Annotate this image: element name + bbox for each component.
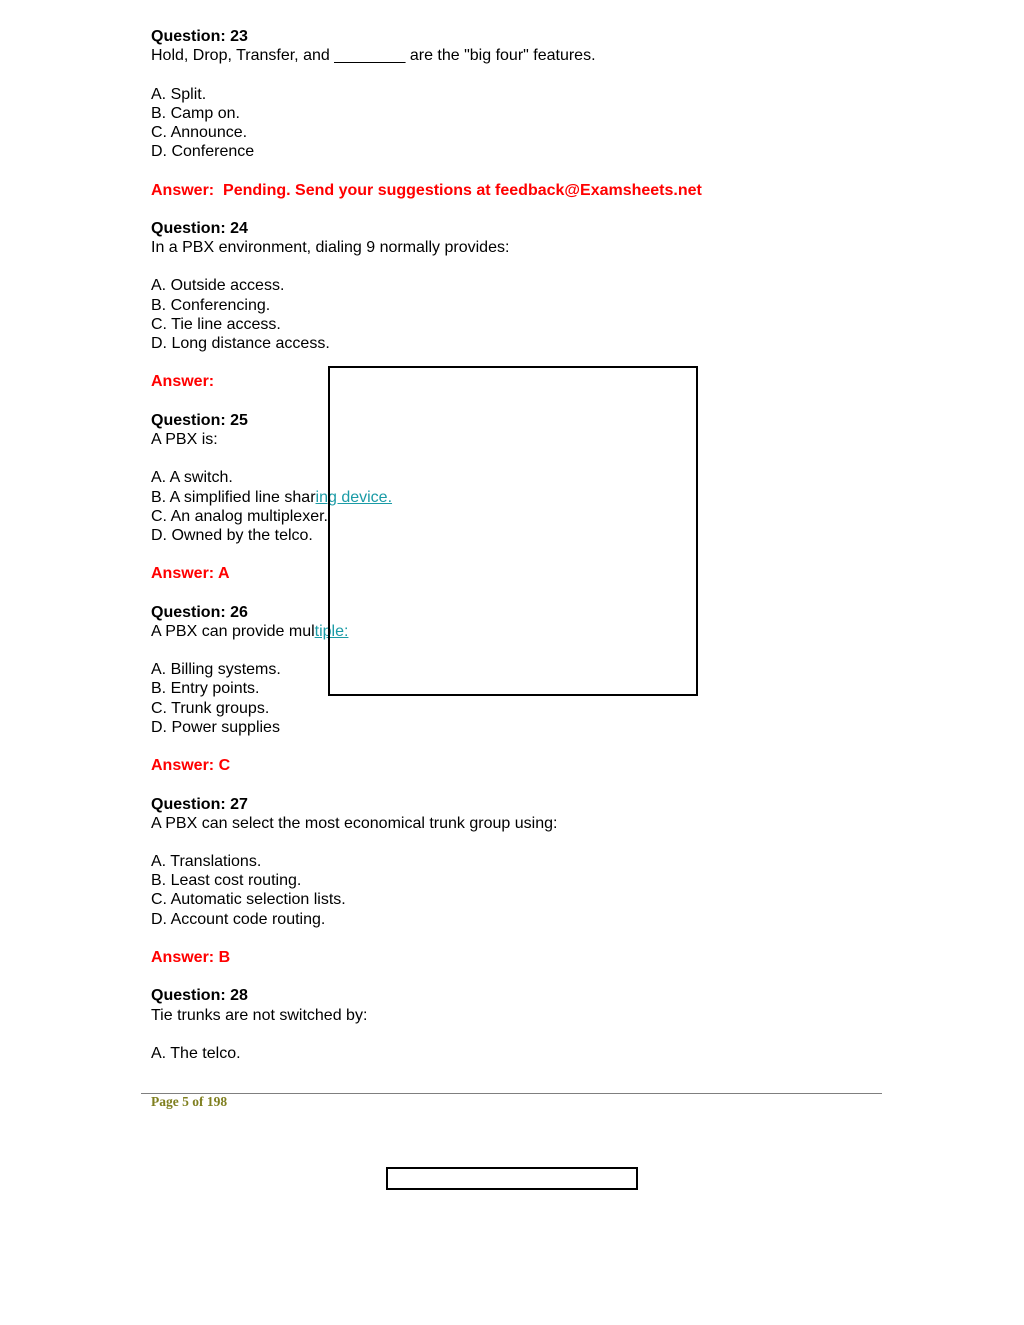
page-number: Page 5 of 198 [151,1094,228,1109]
option: D. Long distance access. [151,335,330,352]
option-text: B. A simplified line shar [151,488,316,506]
hyperlink[interactable]: ing device. [315,488,393,506]
bottom-frame [386,1167,638,1190]
option: D. Owned by the telco. [151,526,313,544]
question-title: Question: 23 [151,28,248,45]
question-text: A PBX is: [151,430,218,448]
option: C. An analog multiplexer. [151,507,328,525]
option: B. Camp on. [151,104,240,122]
option: D. Account code routing. [151,910,326,928]
option: B. Entry points. [151,680,260,698]
option: C. Automatic selection lists. [151,891,346,909]
option: A. Translations. [151,853,262,871]
hyperlink[interactable]: tiple: [314,622,349,640]
option: C. Tie line access. [151,315,281,333]
option: A. Split. [151,85,207,103]
question-text-part: A PBX can provide mul [151,622,315,640]
option: D. Conference [151,143,255,161]
question-title: Question: 25 [151,411,248,429]
overlay-frame [328,366,698,696]
question-title: Question: 26 [151,603,248,621]
question-title: Question: 28 [151,987,248,1005]
question-title: Question: 27 [151,795,248,813]
answer: Answer: Pending. Send your suggestions at feedback@Examsheets.net [151,181,702,199]
option: C. Trunk groups. [151,699,270,717]
question-text: A PBX can select the most economical trunk group using: [151,814,558,832]
answer: Answer: C [151,757,231,775]
question-text: In a PBX environment, dialing 9 normally provides: [151,239,510,257]
option: A. Billing systems. [151,661,281,679]
answer: Answer: A [151,565,230,583]
option: C. Announce. [151,123,248,141]
answer: Answer: [151,373,215,391]
question-title: Question: 24 [151,219,248,237]
option: B. Least cost routing. [151,872,302,890]
option: A. Outside access. [151,277,285,295]
option: A. The telco. [151,1044,241,1062]
option: D. Power supplies [151,718,280,736]
option: B. Conferencing. [151,296,271,314]
footer-divider [141,1093,882,1094]
question-text: Tie trunks are not switched by: [151,1006,368,1024]
answer: Answer: B [151,949,231,966]
question-text: Hold, Drop, Transfer, and ________ are the "big four" features. [151,47,596,65]
option: A. A switch. [151,469,233,487]
